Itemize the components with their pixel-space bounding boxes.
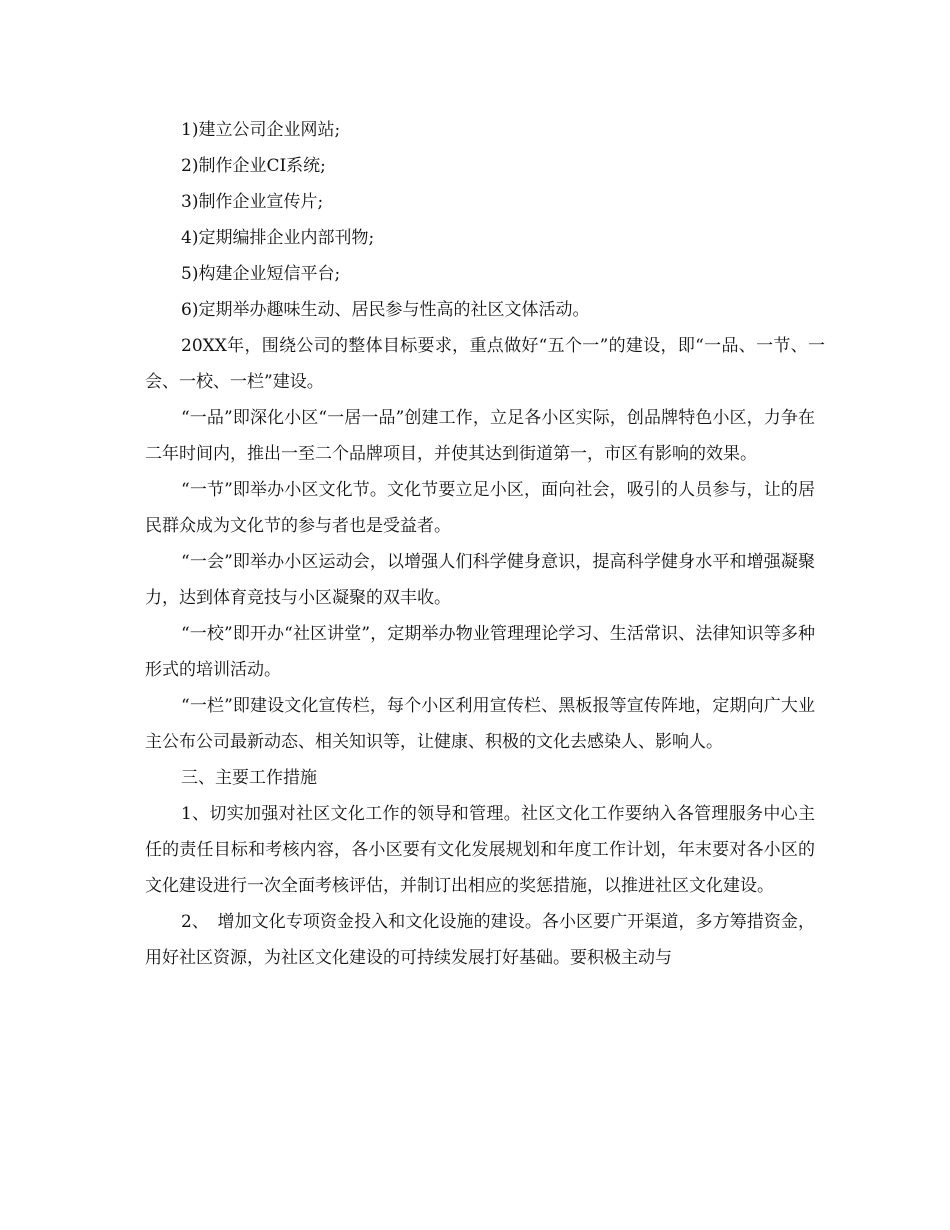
document-body <box>145 112 825 976</box>
paragraph: “一节”即举办小区文化节。文化节要立足小区，面向社会，吸引的人员参与，让的居民群众成为文化节的参与者也是受益者。 <box>145 480 815 536</box>
paragraph: “一会”即举办小区运动会，以增强人们科学健身意识，提高科学健身水平和增强凝聚力，达到体育竞技与小区凝聚的双丰收。 <box>145 552 815 608</box>
list-item: 2)制作企业CI系统; <box>181 156 326 176</box>
paragraph: “一品”即深化小区“一居一品”创建工作，立足各小区实际，创品牌特色小区，力争在二年时间内，推出一至二个品牌项目，并使其达到街道第一，市区有影响的效果。 <box>145 408 815 464</box>
section-heading: 三、主要工作措施 <box>181 768 317 788</box>
list-item: 4)定期编排企业内部刊物; <box>181 228 375 248</box>
list-item: 1)建立公司企业网站; <box>181 120 341 140</box>
list-item: 5)构建企业短信平台; <box>181 264 341 284</box>
paragraph: 1、切实加强对社区文化工作的领导和管理。社区文化工作要纳入各管理服务中心主任的责任目标和考核内容，各小区要有文化发展规划和年度工作计划，年末要对各小区的文化建设进行一次全面考核评估，并制订出相应的奖惩措施，以推进社区文化建设。 <box>145 804 815 896</box>
paragraph: “一栏”即建设文化宣传栏，每个小区利用宣传栏、黑板报等宣传阵地，定期向广大业主公布公司最新动态、相关知识等，让健康、积极的文化去感染人、影响人。 <box>145 696 815 752</box>
paragraph: “一校”即开办“社区讲堂”，定期举办物业管理理论学习、生活常识、法律知识等多种形式的培训活动。 <box>145 624 815 680</box>
paragraph: 2、 增加文化专项资金投入和文化设施的建设。各小区要广开渠道，多方筹措资金，用好社区资源，为社区文化建设的可持续发展打好基础。要积极主动与 <box>145 912 815 968</box>
list-item: 3)制作企业宣传片; <box>181 192 324 212</box>
list-item: 6)定期举办趣味生动、居民参与性高的社区文体活动。 <box>181 300 590 320</box>
paragraph: 20XX年，围绕公司的整体目标要求，重点做好“五个一”的建设，即“一品、一节、一会、一校、一栏”建设。 <box>145 336 825 392</box>
